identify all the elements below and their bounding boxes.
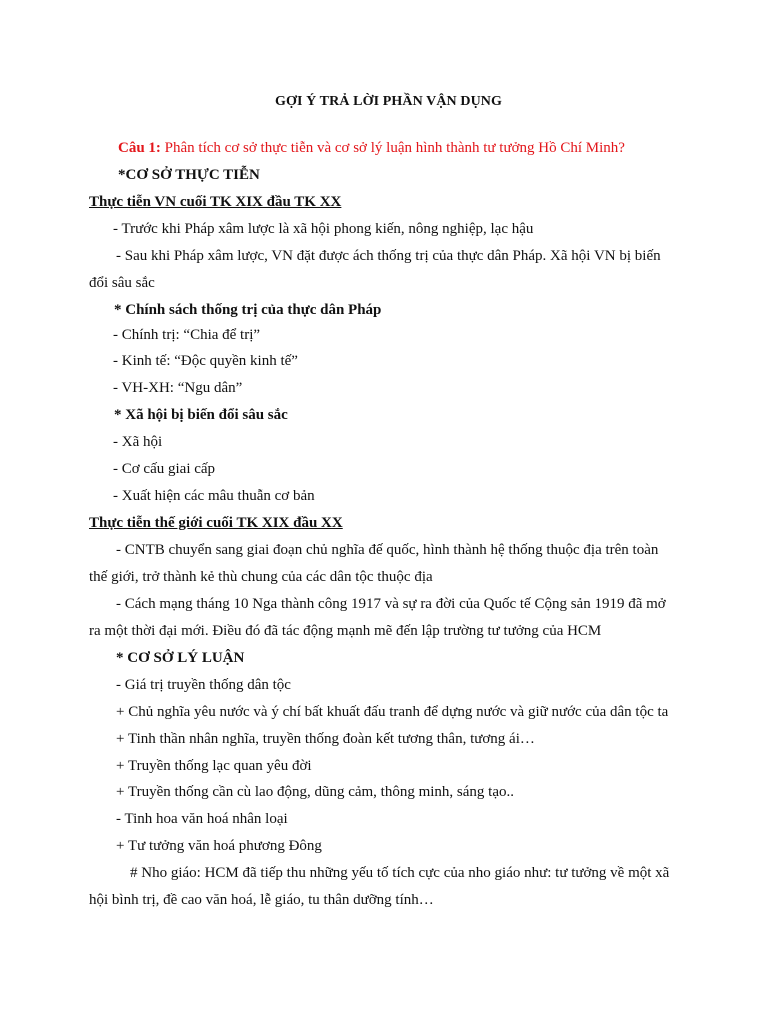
list-item: - Kinh tế: “Độc quyền kinh tế” [113, 353, 298, 369]
list-item: + Tư tưởng văn hoá phương Đông [116, 838, 322, 854]
paragraph-line: - Trước khi Pháp xâm lược là xã hội phong kiến, nông nghiệp, lạc hậu [113, 221, 534, 237]
list-item: + Truyền thống cần cù lao động, dũng cảm, thông minh, sáng tạo.. [116, 784, 514, 800]
section-heading: *CƠ SỞ THỰC TIỄN [118, 167, 260, 183]
list-item: - Xã hội [113, 434, 163, 450]
list-item: - Tinh hoa văn hoá nhân loại [116, 811, 288, 827]
paragraph-line: # Nho giáo: HCM đã tiếp thu những yếu tố tích cực của nho giáo như: tư tưởng về một xã [130, 865, 670, 881]
paragraph-line: đổi sâu sắc [89, 275, 155, 291]
list-item: - VH-XH: “Ngu dân” [113, 380, 243, 396]
question-text: Phân tích cơ sở thực tiễn và cơ sở lý luận hình thành tư tưởng Hồ Chí Minh? [164, 140, 625, 156]
paragraph-line: - Sau khi Pháp xâm lược, VN đặt được ách thống trị của thực dân Pháp. Xã hội VN bị biến [116, 248, 661, 264]
subheading: * Chính sách thống trị của thực dân Pháp [114, 302, 382, 318]
subsection-heading: Thực tiễn thế giới cuối TK XIX đầu XX [89, 515, 343, 531]
paragraph-line: ra một thời đại mới. Điều đó đã tác động mạnh mẽ đến lập trường tư tưởng của HCM [89, 623, 602, 639]
question-line [118, 139, 625, 157]
list-item: + Tinh thần nhân nghĩa, truyền thống đoàn kết tương thân, tương ái… [116, 731, 535, 747]
list-item: - Giá trị truyền thống dân tộc [116, 677, 291, 693]
list-item: + Truyền thống lạc quan yêu đời [116, 758, 312, 774]
subheading: * Xã hội bị biến đổi sâu sắc [114, 407, 288, 423]
list-item: + Chủ nghĩa yêu nước và ý chí bất khuất đấu tranh để dựng nước và giữ nước của dân tộc ta [116, 704, 669, 720]
paragraph-line: thế giới, trở thành kẻ thù chung của các dân tộc thuộc địa [89, 569, 433, 585]
list-item: - Xuất hiện các mâu thuẫn cơ bản [113, 488, 315, 504]
question-label: Câu 1: [118, 140, 161, 156]
section-heading: * CƠ SỞ LÝ LUẬN [116, 650, 245, 666]
list-item: - Cơ cấu giai cấp [113, 461, 216, 477]
document-title: GỢI Ý TRẢ LỜI PHẦN VẬN DỤNG [275, 94, 502, 109]
paragraph-line: - CNTB chuyển sang giai đoạn chủ nghĩa đế quốc, hình thành hệ thống thuộc địa trên toàn [116, 542, 659, 558]
subsection-heading: Thực tiễn VN cuối TK XIX đầu TK XX [89, 194, 342, 210]
paragraph-line: hội bình trị, đề cao văn hoá, lễ giáo, tu thân dưỡng tính… [89, 892, 434, 908]
list-item: - Chính trị: “Chia để trị” [113, 327, 261, 343]
paragraph-line: - Cách mạng tháng 10 Nga thành công 1917 và sự ra đời của Quốc tế Cộng sản 1919 đã mở [116, 596, 666, 612]
